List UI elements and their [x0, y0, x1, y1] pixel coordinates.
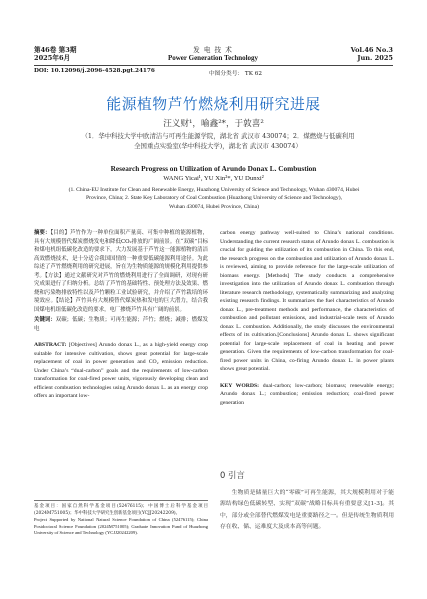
- english-abstract-continued: carbon energy pathway well-suited to China’s national conditions. Understanding the current research status of Arundo donax L. combustion is crucial for guiding the utilization of its combustion in China. To this end, the research progress on the combustion and utilization of Arundo donax L. is reviewed, aiming to provide reference for the large-scale utilization of biomass energy. [Methods] The study conducts a comprehensive investigation into the utilization of Arundo donax L. combustion through literature research methodology, systematically summarizing and analyzing existing research findings. It summarizes the fuel characteristics of Arundo donax L., pre-treatment methods and performance, the characteristics of combustion and pollutant emissions, and industrial-scale tests of Arundo donax L. combustion. Additionally, the study discusses the environmental effects of its cultivation.[Conclusions] Arundo donax L. shows significant potential for large-scale replacement of coal in heating and power generation. Given the requirements of low-carbon transformation for coal-fired power units in China, co-firing Arundo donax L. in power plants shows great potential.: [220, 230, 394, 372]
- english-keywords-text: dual-carbon; low-carbon; biomass; renewable energy; Arundo donax L.; combustion; emission reduction; coal-fired power generation: [220, 382, 394, 406]
- chinese-keywords-text: 双碳；低碳；生物质；可再生能源；芦竹；燃烧；减排；燃煤发电: [34, 317, 208, 332]
- english-keywords: [220, 382, 394, 408]
- right-column: [220, 229, 394, 407]
- english-authors: WANG Yicai¹, YU Xin²*, YU Dunxi²: [163, 175, 264, 182]
- issue-date-en: Jun. 2025: [357, 54, 393, 63]
- english-keywords-label: KEY WORDS:: [220, 382, 260, 389]
- chinese-keywords: [34, 316, 208, 333]
- chinese-authors: 汪义财¹，喻鑫²*，于敦喜²: [163, 119, 264, 129]
- chinese-abstract: [34, 229, 208, 314]
- introduction-body: [220, 488, 394, 533]
- funding-cn: 基金项目：国家自然科学基金项目(52476115)；中国博士后科学基金项目(2024M751005)；华中科技大学研究生创新基金项目(YCJJ20242209)。: [34, 504, 208, 516]
- doi-text: DOI: 10.12096/j.2096-4528.pgt.24176: [34, 68, 155, 74]
- chinese-affiliation-line: 全国重点实验室(华中科技大学)，湖北省 武汉市 430074）: [134, 142, 302, 150]
- header-right: [351, 46, 393, 62]
- chinese-title: 能源植物芦竹燃烧利用研究进展: [106, 96, 321, 113]
- volume-number-en: Vol.46 No.3: [350, 46, 393, 54]
- funding-en: Project Supported by National Natural Science Foundation of China (52476115); China Postdoctoral Science Foundation (2024M751005); Graduate Innovation Fund of Huazhong University of Science and Technology (YCJJ20242209).: [34, 517, 208, 535]
- chinese-abstract-text: 【目的】芦竹作为一种单位面积产量高、可集中种植的能源植物，具有大规模替代煤炭燃烧发电和降低CO₂排放的广阔前景。在“双碳”目标和煤电机组低碳化改造的要求下，大力发展基于芦竹这一能源植物的清洁高效燃烧技术，是十分适合我国国情的一种重要低碳能源利用途径。为此综述了芦竹燃烧利用的研究进展，旨在为生物质能源的规模化利用提供参考。【方法】通过文献研究对芦竹的燃烧利用进行了全面调研，对现有研究成果进行了归纳分析。总结了芦竹的基础特性、预处理方法及效果、燃烧和污染物排放特性以及芦竹颗粒工业试验研究，并介绍了芦竹栽培的环境效应。【结论】芦竹具有大规模替代煤炭热和发电的巨大潜力，结合我国煤电机组低碳化改造的要求，电厂掺烧芦竹具有广阔的前景。: [34, 230, 208, 313]
- classification-number: 中图分类号： TK 62: [209, 71, 263, 77]
- left-column: [34, 229, 208, 401]
- journal-name-cn: 发 电 技 术: [193, 46, 233, 54]
- english-affiliation-line: Wuhan 430074, Hubei Province, China): [169, 203, 259, 210]
- journal-name-en: Power Generation Technology: [167, 54, 259, 63]
- volume-number-cn: 第46卷 第3期: [34, 46, 77, 54]
- chinese-affiliation-line: （1．华中科技大学中欧清洁与可再生能源学院，湖北省 武汉市 430074；2．煤燃烧与低碳利用: [81, 132, 355, 140]
- english-abstract-label: ABSTRACT:: [34, 342, 67, 348]
- meta-line: [34, 68, 393, 77]
- introduction-paragraph: 生物质是储量巨大的“零碳”可再生能源，其大规模利用对于能源结构绿色低碳转型、实现“双碳”战略目标具有重要意义[1-3]。其中，部分或全部替代燃煤发电是重要路径之一。但是传统生物质利用存在收、储、运难度大及成本高等问题。: [220, 490, 394, 530]
- funding-footnote: [34, 504, 208, 537]
- header-left: [34, 46, 76, 62]
- english-affiliation-line: (1. China-EU Institute for Clean and Renewable Energy, Huazhong University of Science and Technology, Wuhan 430074, Hubei: [68, 187, 360, 193]
- section-heading-introduction: 0 引言: [220, 470, 245, 480]
- chinese-abstract-label: 摘要：: [34, 230, 51, 236]
- issue-date-cn: 2025年6月: [34, 54, 71, 63]
- footnote-divider: [34, 500, 208, 501]
- english-title: Research Progress on Utilization of Arundo Donax L. Combustion: [110, 164, 317, 173]
- header-divider: [34, 65, 393, 66]
- chinese-keywords-label: 关键词：: [34, 317, 56, 323]
- english-affiliations: [44, 186, 384, 211]
- english-affiliation-line: Province, China; 2. State Key Laboratory of Coal Combustion (Huazhong University of Science and Technology),: [86, 195, 342, 202]
- header-center: [113, 46, 313, 62]
- english-abstract-start: [34, 341, 208, 401]
- english-abstract-text-left: [Objectives] Arundo donax L., as a high-yield energy crop suitable for intensive cultivation, shows great potential for large-scale replacement of coal in power generation and CO₂ emission reduction. Under China’s “dual-carbon” goals and the requirements of low-carbon transformation for coal-fired power units, vigorously developing clean and efficient combustion technologies using Arundo donax L. as an energy crop offers an important low-: [34, 342, 208, 399]
